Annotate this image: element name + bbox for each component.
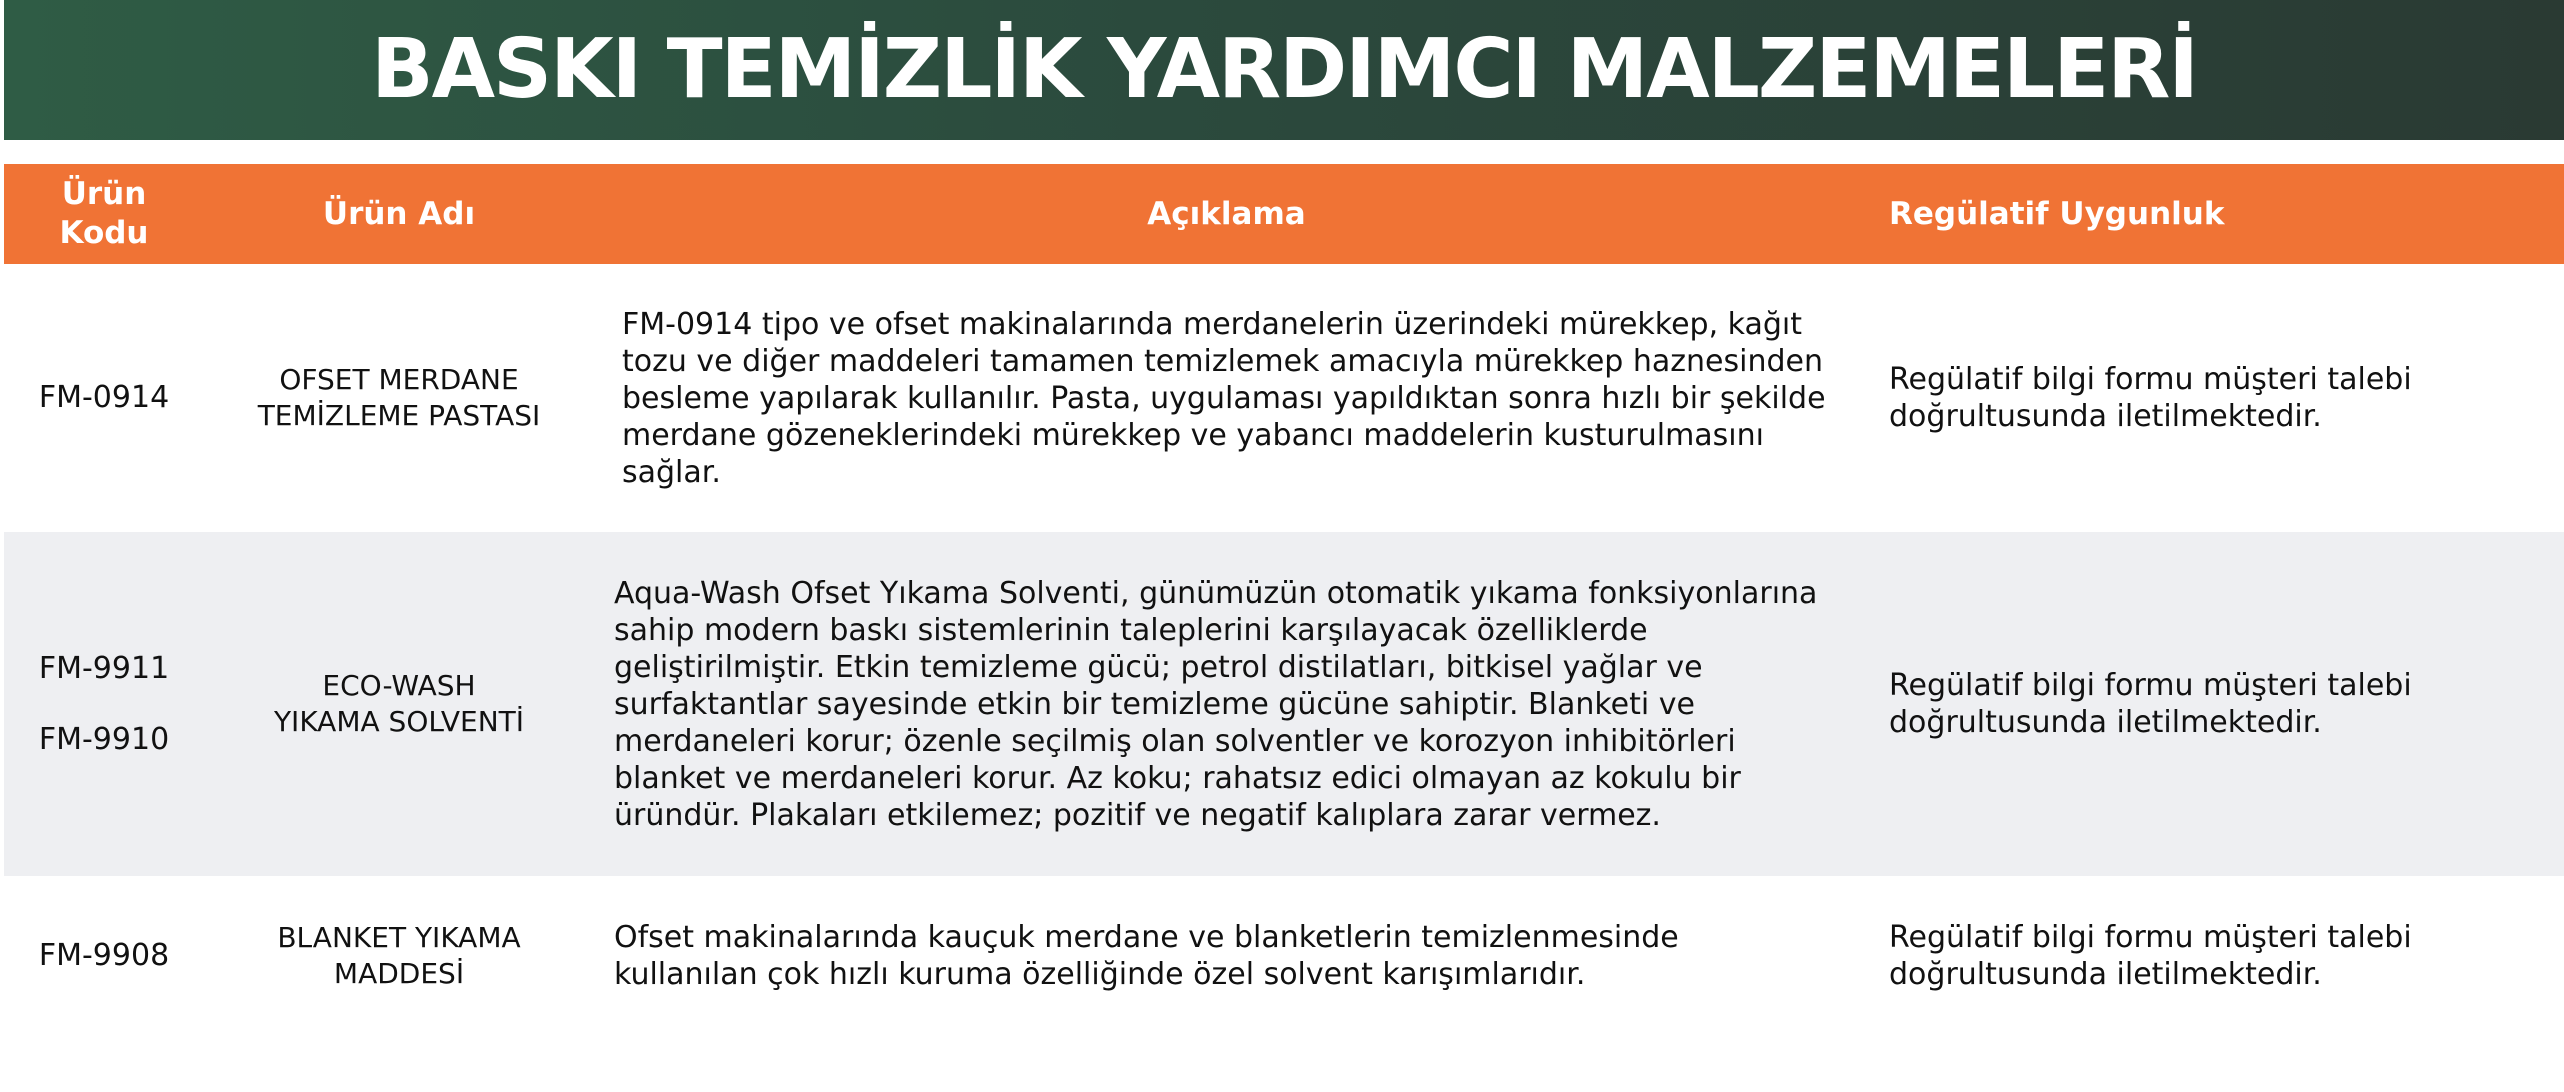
product-name: [204, 920, 594, 993]
product-code: FM-9911: [38, 650, 170, 686]
products-table: [4, 164, 2564, 1036]
table-row: [4, 876, 2564, 1036]
product-description: Ofset makinalarında kauçuk merdane ve blanketlerin temizlenmesinde kullanılan çok hızlı kuruma özelliğinde özel solvent karışımlarıdır.: [614, 920, 1679, 992]
table-header-row: [4, 164, 2564, 264]
page-title: BASKI TEMİZLİK YARDIMCI MALZEMELERİ: [371, 22, 2197, 117]
header-description: Açıklama: [1147, 195, 1306, 232]
product-name: [204, 668, 594, 741]
header-product-name: Ürün Adı: [322, 195, 476, 232]
product-name-line: YIKAMA SOLVENTİ: [273, 705, 525, 738]
product-name-line: OFSET MERDANE: [279, 362, 519, 396]
regulatory-compliance: Regülatif bilgi formu müşteri talebi doğrultusunda iletilmektedir.: [1889, 920, 2412, 992]
product-name-line: ECO-WASH: [322, 668, 476, 702]
header-product-code: Ürün Kodu: [59, 176, 149, 251]
product-description: Aqua-Wash Ofset Yıkama Solventi, günümüzün otomatik yıkama fonksiyonlarına sahip modern baskı sistemlerinin taleplerini karşılayacak özelliklerde geliştirilmiştir. Etkin temizleme gücü; petrol distilatları, bitkisel yağlar ve surfaktantlar sayesinde etkin bir temizleme gücüne sahiptir. Blanketi ve merdaneleri korur; özenle seçilmiş olan solventler ve korozyon inhibitörleri blanket ve merdaneleri korur. Az koku; rahatsız edici olmayan az kokulu bir üründür. Plakaları etkilemez; pozitif ve negatif kalıplara zarar vermez.: [614, 575, 1818, 833]
regulatory-compliance: Regülatif bilgi formu müşteri talebi doğrultusunda iletilmektedir.: [1889, 362, 2412, 434]
header-regulatory: Regülatif Uygunluk: [1889, 195, 2225, 232]
title-banner: [4, 0, 2564, 140]
product-name-line: MADDESİ: [333, 957, 465, 990]
product-codes: [4, 650, 204, 759]
regulatory-compliance: Regülatif bilgi formu müşteri talebi doğrultusunda iletilmektedir.: [1889, 668, 2412, 740]
product-code: FM-9910: [38, 722, 170, 757]
product-name-line: BLANKET YIKAMA: [277, 920, 521, 954]
table-row: [4, 264, 2564, 532]
table-row: [4, 532, 2564, 876]
product-code: FM-9908: [38, 938, 170, 974]
product-name: [204, 362, 594, 435]
product-description: FM-0914 tipo ve ofset makinalarında merdanelerin üzerindeki mürekkep, kağıt tozu ve diğer maddeleri tamamen temizlemek amacıyla mürekkep haznesinden besleme yapılarak kullanılır. Pasta, uygulaması yapıldıktan sonra hızlı bir şekilde merdane gözeneklerindeki mürekkep ve yabancı maddelerin kusturulmasını sağlar.: [622, 306, 1826, 490]
product-name-line: TEMİZLEME PASTASI: [257, 399, 541, 432]
product-code: FM-0914: [38, 380, 170, 416]
